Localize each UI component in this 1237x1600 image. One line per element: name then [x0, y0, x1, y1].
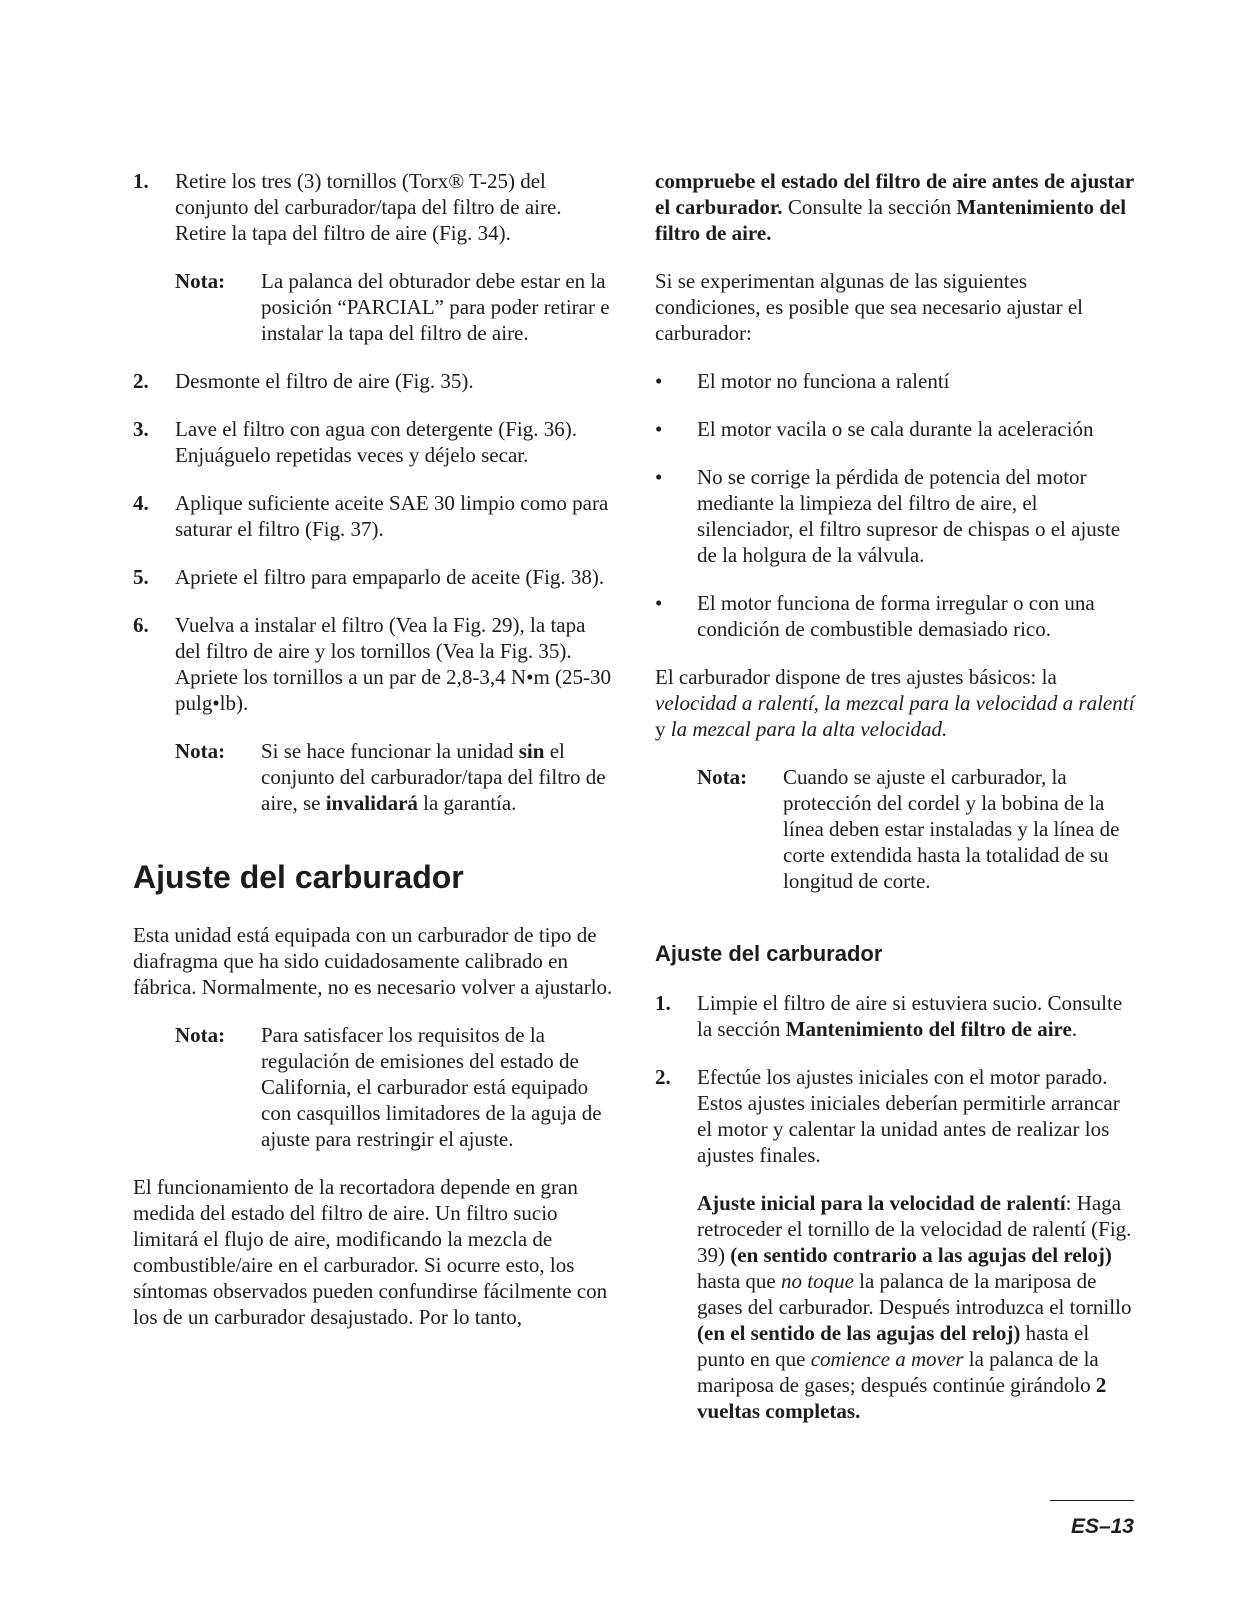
note-choke: [175, 268, 613, 346]
step-text: [697, 1065, 1120, 1167]
bullet-icon: •: [655, 417, 663, 441]
text-run: : Haga retroceder el tornillo de la velocidad de ralentí (Fig. 39): [697, 1191, 1132, 1267]
text-run: la garantía.: [417, 791, 517, 815]
step-number: 1.: [133, 169, 149, 193]
text-run: El carburador dispone de tres ajustes básicos: la: [655, 665, 1057, 689]
numbered-step: [133, 612, 613, 716]
bullet-item: [655, 416, 1135, 442]
text-run: y: [655, 717, 671, 741]
text-run: Si se hace funcionar la unidad: [261, 739, 519, 763]
step-text: [175, 565, 604, 589]
subsection-heading: Ajuste del carburador: [655, 941, 883, 966]
page-number: ES–13: [1070, 1515, 1134, 1538]
bullet-icon: •: [655, 369, 663, 393]
text-run: Esta unidad está equipada con un carburador de tipo de diafragma que ha sido cuidadosamente calibrado en fábrica. Normalmente, no es necesario volver a ajustarlo.: [133, 923, 613, 999]
steps-b: [133, 368, 613, 716]
text-run: comience a mover: [810, 1347, 964, 1371]
section-heading: Ajuste del carburador: [133, 859, 464, 895]
numbered-step: [655, 990, 1135, 1042]
step-number: 3.: [133, 417, 149, 441]
filter-paragraph: [133, 1174, 613, 1330]
text-run: Cuando se ajuste el carburador, la protección del cordel y la bobina de la línea deben estar instaladas y la línea de corte extendida hasta la totalidad de su longitud de corte.: [783, 765, 1120, 893]
note-california: [175, 1022, 613, 1152]
steps-a: [133, 168, 613, 246]
text-run: Apriete el filtro para empaparlo de aceite (Fig. 38).: [175, 565, 605, 589]
text-run: Para satisfacer los requisitos de la regulación de emisiones del estado de California, el carburador está equipado con casquillos limitadores de la aguja de ajuste para restringir el ajuste.: [261, 1023, 602, 1151]
footer-rule: [1050, 1500, 1134, 1501]
text-run: el conjunto del carburador/tapa del filtro de aire, se: [261, 739, 606, 815]
note-warranty: [175, 738, 613, 816]
text-run: (en sentido contrario a las agujas del reloj): [730, 1243, 1112, 1267]
numbered-step: [133, 564, 613, 590]
bullet-text: No se corrige la pérdida de potencia del motor mediante la limpieza del filtro de aire, el silenciador, el filtro supresor de chispas o el ajuste de la holgura de la válvula.: [697, 465, 1121, 567]
step-text: [175, 491, 608, 541]
text-run: (en el sentido de las agujas del reloj): [697, 1321, 1021, 1345]
text-run: Lave el filtro con agua con detergente (Fig. 36). Enjuáguelo repetidas veces y déjelo secar.: [175, 417, 577, 467]
text-run: la mezcal para la alta velocidad.: [670, 717, 948, 741]
step-number: 2.: [655, 1065, 671, 1089]
text-run: Mantenimiento del filtro de aire.: [655, 195, 1127, 245]
text-run: .: [1071, 1017, 1078, 1041]
text-run: Si se experimentan algunas de las siguientes condiciones, es posible que sea necesario ajustar el carburador:: [655, 269, 1084, 345]
text-run: sin: [518, 739, 545, 763]
note-text: [261, 738, 613, 816]
bullet-text: El motor no funciona a ralentí: [697, 369, 950, 393]
text-run: El funcionamiento de la recortadora depende en gran medida del estado del filtro de aire. Un filtro sucio limitará el flujo de aire, modificando la mezcla de combustible/aire en el carburador. Si ocurre esto, los síntomas observados pueden confundirse fácilmente con los de un carburador desajustado. Por lo tanto,: [133, 1175, 608, 1329]
idle-speed-paragraph: [655, 1190, 1135, 1424]
text-run: Retire los tres (3) tornillos (Torx® T-25) del conjunto del carburador/tapa del filtro de aire. Retire la tapa del filtro de aire (Fig. 34).: [175, 169, 562, 245]
step-number: 6.: [133, 613, 149, 637]
step-text: [697, 991, 1122, 1041]
text-run: Desmonte el filtro de aire (Fig. 35).: [175, 369, 474, 393]
note-label: Nota:: [175, 269, 226, 293]
conditions-paragraph: [655, 268, 1135, 346]
numbered-step: [133, 490, 613, 542]
text-run: hasta el punto en que: [697, 1321, 1090, 1371]
numbered-step: [133, 416, 613, 468]
continued-paragraph: [655, 168, 1135, 246]
text-run: Ajuste inicial para la velocidad de ralentí: [697, 1191, 1066, 1215]
step-number: 5.: [133, 565, 149, 589]
numbered-step: [655, 1064, 1135, 1168]
text-run: Efectúe los ajustes iniciales con el motor parado. Estos ajustes iniciales deberían permitirle arrancar el motor y calentar la unidad antes de realizar los ajustes finales.: [697, 1065, 1120, 1167]
text-run: la palanca de la mariposa de gases; después continúe girándolo: [697, 1347, 1099, 1397]
intro-paragraph: [133, 922, 613, 1000]
note-label: Nota:: [697, 765, 748, 789]
bullet-icon: •: [655, 465, 663, 489]
note-adjust: [697, 764, 1135, 894]
step-text: [175, 613, 611, 715]
note-label: Nota:: [175, 739, 226, 763]
note-text: [783, 764, 1135, 894]
step-number: 2.: [133, 369, 149, 393]
text-run: Limpie el filtro de aire si estuviera sucio. Consulte la sección: [697, 991, 1123, 1041]
step-number: 1.: [655, 991, 671, 1015]
bullet-text: El motor vacila o se cala durante la aceleración: [697, 417, 1094, 441]
settings-paragraph: [655, 664, 1135, 742]
text-run: compruebe el estado del filtro de aire antes de ajustar el carburador.: [655, 169, 1134, 219]
bullet-item: [655, 590, 1135, 642]
note-text: [261, 1022, 613, 1152]
bullet-icon: •: [655, 591, 663, 615]
step-text: [175, 369, 474, 393]
left-column: [133, 168, 613, 1352]
text-run: 2 vueltas completas.: [697, 1373, 1107, 1423]
text-run: la palanca de la mariposa de gases del carburador. Después introduzca el tornillo: [697, 1269, 1132, 1319]
step-text: [175, 169, 562, 245]
text-run: La palanca del obturador debe estar en la posición “PARCIAL” para poder retirar e instalar la tapa del filtro de aire.: [261, 269, 610, 345]
step-text: [175, 417, 577, 467]
text-run: Vuelva a instalar el filtro (Vea la Fig. 29), la tapa del filtro de aire y los tornillos (Vea la Fig. 35). Apriete los tornillos a un par de 2,8-3,4 N•m (25-30 pulg•lb).: [175, 613, 612, 715]
text-run: hasta que: [697, 1269, 781, 1293]
step-number: 4.: [133, 491, 149, 515]
bullet-item: [655, 368, 1135, 394]
bullet-text: El motor funciona de forma irregular o con una condición de combustible demasiado rico.: [697, 591, 1095, 641]
text-run: Mantenimiento del filtro de aire: [785, 1017, 1072, 1041]
numbered-step: [133, 368, 613, 394]
bullet-item: [655, 464, 1135, 568]
right-column: [655, 168, 1135, 1446]
text-run: Aplique suficiente aceite SAE 30 limpio como para saturar el filtro (Fig. 37).: [175, 491, 609, 541]
text-run: velocidad a ralentí, la mezcal para la velocidad a ralentí: [655, 691, 1135, 715]
conditions-list: [655, 368, 1135, 642]
note-text: [261, 268, 613, 346]
adjust-steps: [655, 990, 1135, 1168]
text-run: Consulte la sección: [782, 195, 957, 219]
text-run: invalidará: [325, 791, 418, 815]
numbered-step: [133, 168, 613, 246]
text-run: no toque: [780, 1269, 854, 1293]
note-label: Nota:: [175, 1023, 226, 1047]
